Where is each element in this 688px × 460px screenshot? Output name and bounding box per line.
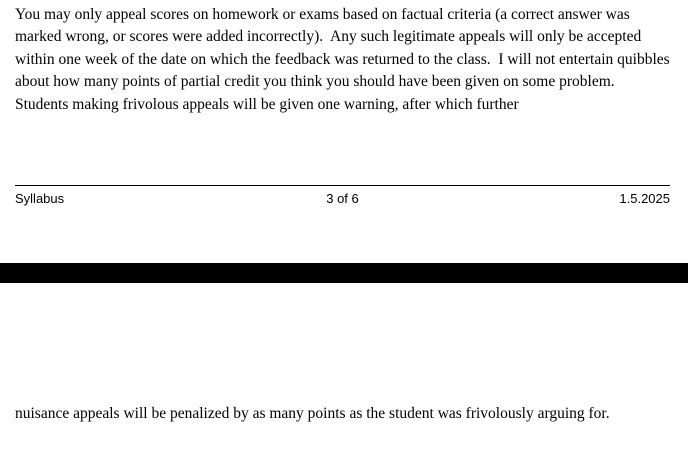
footer-document-title: Syllabus <box>15 191 65 206</box>
page-footer <box>15 191 670 211</box>
page-4 <box>0 283 688 460</box>
page-3-body-paragraph: You may only appeal scores on homework or exams based on factual criteria (a correct answer was marked wrong, or scores were added incorrectly). Any such legitimate appeals will only be accepted within one week of the date on which the feedback was returned to the class. I will not entertain quibbles about how many points of partial credit you think you should have been given on some problem. Students making frivolous appeals will be given one warning, after which further <box>15 6 674 113</box>
footer-date: 1.5.2025 <box>619 191 670 206</box>
footer-page-number: 3 of 6 <box>326 191 359 206</box>
page-separator <box>0 263 688 283</box>
page-4-body-paragraph: nuisance appeals will be penalized by as many points as the student was frivolously arguing for. <box>15 405 610 422</box>
footer-divider <box>15 185 670 186</box>
